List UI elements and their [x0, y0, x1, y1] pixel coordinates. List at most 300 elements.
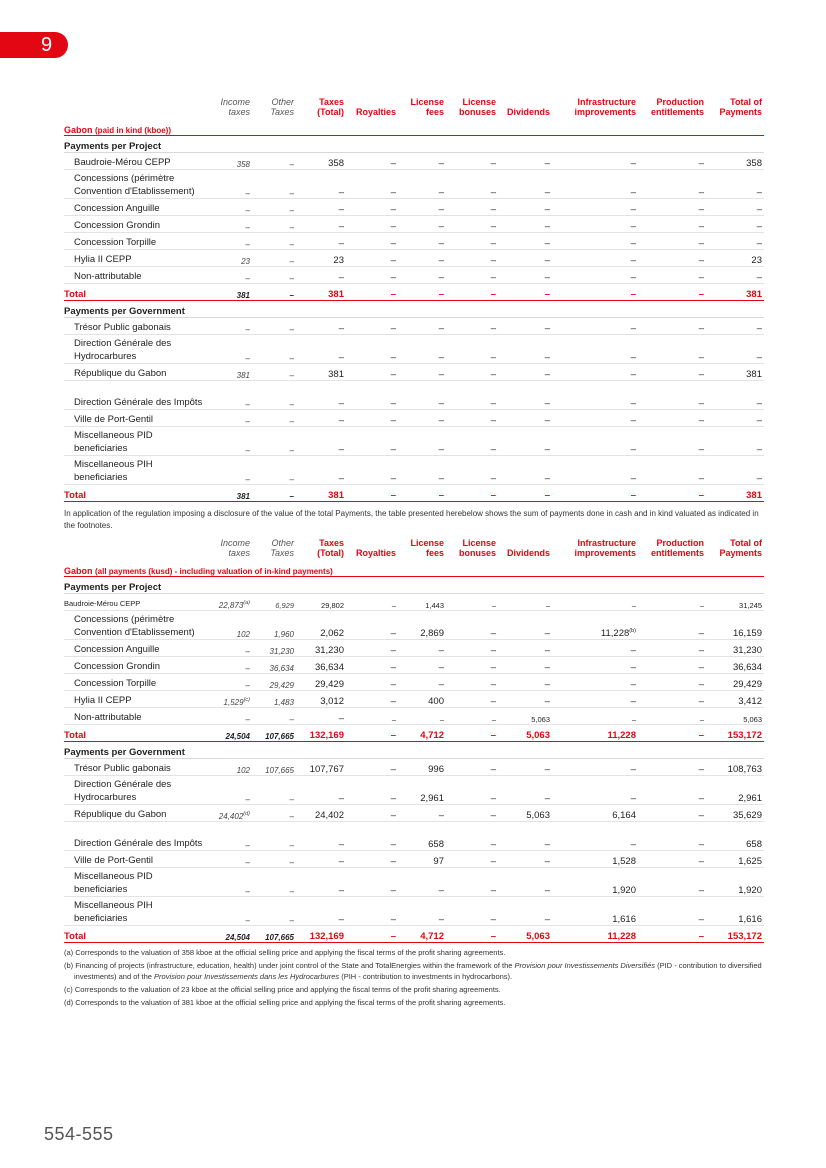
value: –: [756, 444, 762, 455]
value-cell: [498, 216, 552, 233]
value: –: [698, 793, 704, 804]
value: –: [544, 885, 550, 896]
value-cell: [552, 216, 638, 233]
value-cell: [446, 868, 498, 897]
footnote-b: (b) Financing of projects (infrastructure, education, health) under joint control of the State and TotalEnergies within the framework of the Provision pour Investissements Diversifiés (PID - contribution to diversified investments) and of the Provision pour Investissements dans les Hydrocarbures (PIH - contribution to investments in hydrocarbons).: [64, 961, 762, 981]
value-cell: [346, 233, 398, 250]
table-row: [64, 594, 764, 611]
row-label: Miscellaneous PID beneficiaries: [64, 868, 208, 897]
footnote-ref: (a): [243, 600, 250, 606]
value-cell: [638, 708, 706, 725]
total-value: –: [398, 284, 446, 301]
value-cell: [252, 216, 296, 233]
value: 11,228: [600, 628, 630, 639]
value: –: [490, 255, 496, 266]
value: –: [438, 415, 444, 426]
value-cell: [346, 805, 398, 822]
value: –: [289, 446, 294, 455]
value-cell: [552, 851, 638, 868]
row-label: Concession Torpille: [64, 233, 208, 250]
value: 996: [428, 764, 444, 775]
value: –: [630, 369, 636, 380]
table-row: [64, 822, 764, 851]
value: –: [630, 764, 636, 775]
total-value: 5,063: [498, 725, 552, 742]
value-cell: [498, 657, 552, 674]
value-cell: [706, 364, 764, 381]
value: –: [390, 473, 396, 484]
total-value: –: [638, 284, 706, 301]
value: –: [698, 221, 704, 232]
value: –: [630, 473, 636, 484]
value: –: [756, 323, 762, 334]
value: –: [245, 916, 250, 925]
value: –: [289, 795, 294, 804]
total-value: 107,665: [252, 725, 296, 742]
value: –: [245, 189, 250, 198]
country-title: [64, 119, 764, 136]
value: –: [698, 914, 704, 925]
value-cell: [638, 851, 706, 868]
value-cell: [252, 153, 296, 170]
intro-note: In application of the regulation imposing a disclosure of the value of the total Payments, the table presented herebelow shows the sum of payments done in cash and in kind valuated as indicated in the footnotes.: [64, 509, 759, 530]
total-label: Total: [64, 725, 208, 742]
value-cell: [398, 674, 446, 691]
table-row: [64, 851, 764, 868]
total-value: –: [346, 284, 398, 301]
value-cell: [398, 805, 446, 822]
value-cell: [638, 776, 706, 805]
column-header: Income taxes: [220, 538, 250, 558]
value-cell: [346, 822, 398, 851]
value-cell: [706, 868, 764, 897]
value: –: [544, 473, 550, 484]
value: 2,869: [420, 628, 444, 639]
value-cell: [552, 691, 638, 708]
value-cell: [398, 868, 446, 897]
value-cell: [638, 170, 706, 199]
value: 6,929: [275, 601, 294, 610]
value-cell: [296, 233, 346, 250]
value: –: [438, 679, 444, 690]
value-cell: [208, 250, 252, 267]
section-heading: Payments per Project: [64, 577, 764, 594]
value-cell: [296, 868, 346, 897]
row-label: Baudroie-Mérou CEPP: [64, 153, 208, 170]
page-numbers: 554-555: [44, 1124, 114, 1144]
value: –: [698, 764, 704, 775]
value: –: [338, 856, 344, 867]
value-cell: [706, 851, 764, 868]
value: –: [390, 764, 396, 775]
value-cell: [552, 657, 638, 674]
value-cell: [706, 657, 764, 674]
value: –: [490, 662, 496, 673]
value: 29,429: [269, 681, 294, 690]
value-cell: [706, 691, 764, 708]
column-header: Taxes (Total): [317, 538, 344, 558]
value: –: [438, 323, 444, 334]
value-cell: [398, 410, 446, 427]
value-cell: [252, 805, 296, 822]
value: –: [544, 645, 550, 656]
value-cell: [346, 776, 398, 805]
column-header: Dividends: [506, 107, 550, 117]
column-header: Dividends: [506, 548, 550, 558]
value: 1,529: [223, 698, 244, 707]
row-label: Trésor Public gabonais: [64, 318, 208, 335]
value-cell: [398, 708, 446, 725]
value-cell: [638, 233, 706, 250]
value: –: [338, 323, 344, 334]
total-value: –: [498, 485, 552, 502]
table-row: [64, 759, 764, 776]
value-cell: [498, 364, 552, 381]
value-cell: [498, 233, 552, 250]
value: –: [245, 858, 250, 867]
value: –: [544, 444, 550, 455]
total-value: 11,228: [552, 926, 638, 943]
table-row: [64, 897, 764, 926]
chapter-number: 9: [41, 34, 53, 56]
value-cell: [446, 708, 498, 725]
value: –: [245, 240, 250, 249]
value: –: [438, 444, 444, 455]
value: –: [338, 713, 344, 724]
total-value: 24,504: [208, 926, 252, 943]
value: –: [390, 238, 396, 249]
value: –: [544, 352, 550, 363]
value-cell: [498, 335, 552, 364]
value: –: [289, 887, 294, 896]
value: –: [490, 473, 496, 484]
value: –: [630, 221, 636, 232]
row-label: Ville de Port-Gentil: [64, 410, 208, 427]
value-cell: [252, 759, 296, 776]
value-cell: [296, 674, 346, 691]
value-cell: [252, 318, 296, 335]
value-cell: [252, 199, 296, 216]
value-cell: [706, 708, 764, 725]
value: –: [544, 238, 550, 249]
value: –: [490, 810, 496, 821]
value-cell: [498, 897, 552, 926]
value-cell: [398, 267, 446, 284]
value-cell: [446, 851, 498, 868]
total-label: Total: [64, 926, 208, 943]
value-cell: [498, 691, 552, 708]
value-cell: [706, 170, 764, 199]
value-cell: [706, 594, 764, 611]
value-cell: [446, 216, 498, 233]
value-cell: [252, 364, 296, 381]
value-cell: [706, 776, 764, 805]
value-cell: [552, 335, 638, 364]
row-label: République du Gabon: [64, 805, 208, 822]
value-cell: [296, 250, 346, 267]
value-cell: [208, 267, 252, 284]
value: –: [698, 444, 704, 455]
value: –: [699, 601, 704, 610]
value-cell: [208, 410, 252, 427]
value: –: [245, 446, 250, 455]
table-row: [64, 657, 764, 674]
value: –: [630, 839, 636, 850]
row-label: Miscellaneous PIH beneficiaries: [64, 456, 208, 485]
table-row: [64, 199, 764, 216]
value-cell: [638, 674, 706, 691]
value-cell: [398, 851, 446, 868]
value: –: [630, 255, 636, 266]
total-value: 11,228: [552, 725, 638, 742]
value-cell: [296, 611, 346, 640]
value: –: [338, 221, 344, 232]
value: 658: [746, 839, 762, 850]
value-cell: [346, 427, 398, 456]
total-value: –: [638, 485, 706, 502]
value-cell: [398, 759, 446, 776]
value: 1,483: [273, 698, 294, 707]
value: –: [338, 415, 344, 426]
value: 6,164: [612, 810, 636, 821]
value-cell: [552, 897, 638, 926]
footnote-c: (c) Corresponds to the valuation of 23 kboe at the official selling price and applying the fiscal terms of the profit sharing agreements.: [64, 985, 501, 994]
value-cell: [208, 199, 252, 216]
value-cell: [446, 364, 498, 381]
value-cell: [498, 776, 552, 805]
value: –: [630, 352, 636, 363]
value: –: [289, 400, 294, 409]
value-cell: [208, 427, 252, 456]
value: 5,063: [531, 715, 550, 724]
value-cell: [446, 170, 498, 199]
value-cell: [552, 708, 638, 725]
value-cell: [346, 708, 398, 725]
row-label: Baudroie-Mérou CEPP: [64, 594, 208, 611]
value: –: [490, 369, 496, 380]
row-label: Concession Anguille: [64, 640, 208, 657]
value-cell: [552, 267, 638, 284]
value-cell: [346, 456, 398, 485]
value-cell: [346, 381, 398, 410]
value: 1,616: [612, 914, 636, 925]
value-cell: [252, 674, 296, 691]
total-value: –: [638, 926, 706, 943]
value: –: [698, 415, 704, 426]
value: –: [490, 444, 496, 455]
value-cell: [706, 759, 764, 776]
value: –: [390, 628, 396, 639]
value-cell: [706, 318, 764, 335]
value-cell: [498, 410, 552, 427]
value: 29,429: [314, 679, 344, 690]
value: –: [289, 475, 294, 484]
total-value: –: [638, 725, 706, 742]
value: –: [630, 204, 636, 215]
value: –: [630, 679, 636, 690]
value-cell: [252, 776, 296, 805]
value-cell: [296, 427, 346, 456]
value-cell: [552, 759, 638, 776]
value-cell: [296, 153, 346, 170]
total-value: –: [252, 284, 296, 301]
value: 2,961: [738, 793, 762, 804]
value: –: [490, 839, 496, 850]
footnote-ref: (b): [629, 628, 636, 634]
section-heading: Payments per Project: [64, 136, 764, 153]
value: –: [390, 323, 396, 334]
value-cell: [446, 267, 498, 284]
value: –: [338, 398, 344, 409]
table-row: [64, 427, 764, 456]
value: –: [390, 255, 396, 266]
country-note: (all payments (kusd) - including valuation of in-kind payments): [95, 567, 333, 576]
value: 107,665: [265, 766, 294, 775]
value: –: [438, 204, 444, 215]
value: –: [699, 715, 704, 724]
column-header: Other Taxes: [270, 538, 294, 558]
value: –: [289, 715, 294, 724]
country-title-row: [64, 560, 764, 577]
value: –: [490, 352, 496, 363]
value-cell: [706, 456, 764, 485]
value: –: [338, 885, 344, 896]
value: –: [245, 354, 250, 363]
value: –: [289, 841, 294, 850]
value: –: [630, 662, 636, 673]
value-cell: [552, 594, 638, 611]
value-cell: [638, 410, 706, 427]
total-value: 5,063: [498, 926, 552, 943]
value: –: [544, 679, 550, 690]
value-cell: [208, 776, 252, 805]
value-cell: [398, 335, 446, 364]
value-cell: [398, 250, 446, 267]
value-cell: [446, 805, 498, 822]
value-cell: [446, 456, 498, 485]
value: –: [630, 158, 636, 169]
value-cell: [552, 427, 638, 456]
value: –: [544, 323, 550, 334]
value-cell: [706, 153, 764, 170]
value-cell: [208, 708, 252, 725]
value: –: [439, 715, 444, 724]
value-cell: [346, 335, 398, 364]
value: –: [438, 238, 444, 249]
value: –: [245, 417, 250, 426]
value-cell: [398, 594, 446, 611]
value: 3,412: [738, 696, 762, 707]
value-cell: [552, 822, 638, 851]
value: –: [630, 415, 636, 426]
value: 1,528: [612, 856, 636, 867]
value-cell: [498, 250, 552, 267]
value-cell: [446, 318, 498, 335]
total-value: 381: [208, 485, 252, 502]
value-cell: [552, 381, 638, 410]
value-cell: [346, 611, 398, 640]
value: –: [338, 187, 344, 198]
value: –: [390, 914, 396, 925]
value-cell: [498, 611, 552, 640]
value-cell: [252, 851, 296, 868]
value: –: [390, 679, 396, 690]
value: 658: [428, 839, 444, 850]
column-header: License bonuses: [458, 538, 496, 558]
value: –: [630, 696, 636, 707]
table-row: [64, 868, 764, 897]
value-cell: [638, 640, 706, 657]
row-label: Miscellaneous PID beneficiaries: [64, 427, 208, 456]
row-label: Concession Grondin: [64, 657, 208, 674]
value: –: [390, 187, 396, 198]
value: –: [338, 914, 344, 925]
value-cell: [446, 759, 498, 776]
value: –: [289, 274, 294, 283]
value-cell: [252, 868, 296, 897]
value-cell: [498, 594, 552, 611]
table-row: [64, 381, 764, 410]
column-header: Production entitlements: [650, 538, 704, 558]
value: –: [490, 696, 496, 707]
value: –: [698, 839, 704, 850]
table-row: [64, 611, 764, 640]
value: –: [390, 415, 396, 426]
value-cell: [706, 335, 764, 364]
row-label: Non-attributable: [64, 708, 208, 725]
column-header: Total of Payments: [719, 538, 762, 558]
section-heading-row: [64, 136, 764, 153]
row-label: Concession Grondin: [64, 216, 208, 233]
value-cell: [346, 199, 398, 216]
value: –: [390, 645, 396, 656]
value-cell: [252, 233, 296, 250]
value-cell: [346, 897, 398, 926]
value: 358: [746, 158, 762, 169]
value: 1,443: [425, 601, 444, 610]
value-cell: [346, 674, 398, 691]
value: –: [289, 812, 294, 821]
value-cell: [446, 776, 498, 805]
value: –: [698, 204, 704, 215]
value-cell: [346, 868, 398, 897]
value-cell: [706, 381, 764, 410]
value: –: [245, 841, 250, 850]
value-cell: [208, 897, 252, 926]
table-row: [64, 335, 764, 364]
value-cell: [346, 410, 398, 427]
value: –: [698, 398, 704, 409]
value-cell: [638, 250, 706, 267]
value: –: [698, 158, 704, 169]
footnote-ref: (c): [243, 697, 250, 703]
value: –: [698, 662, 704, 673]
value: –: [756, 238, 762, 249]
value: –: [390, 839, 396, 850]
value-cell: [552, 674, 638, 691]
value-cell: [296, 199, 346, 216]
value: –: [698, 885, 704, 896]
value-cell: [498, 456, 552, 485]
section-heading-row: [64, 301, 764, 318]
value: –: [438, 158, 444, 169]
value: 381: [236, 371, 250, 380]
value-cell: [638, 381, 706, 410]
value: –: [390, 793, 396, 804]
value: –: [631, 715, 636, 724]
value: 23: [241, 257, 250, 266]
value-cell: [706, 427, 764, 456]
